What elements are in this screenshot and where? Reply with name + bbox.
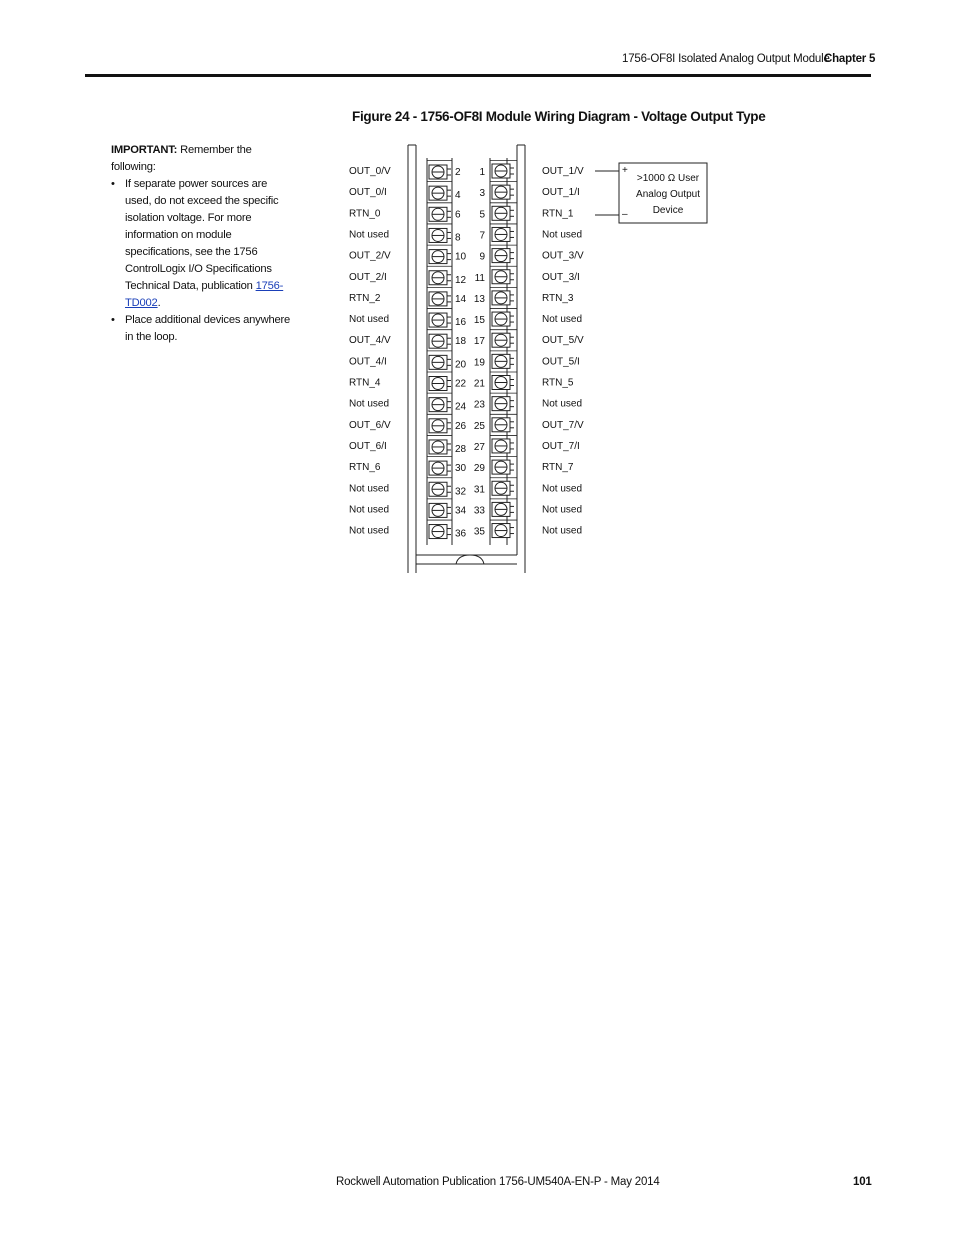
- right-terminal-cell: [492, 249, 510, 263]
- terminal-label-left: Not used: [349, 504, 390, 516]
- left-screw-icon: [432, 441, 444, 453]
- header-rule: [85, 74, 871, 77]
- pin-number-right: 29: [473, 463, 485, 475]
- right-screw-icon: [495, 313, 507, 325]
- right-terminal-cell: [492, 164, 510, 178]
- right-screw-icon: [495, 165, 507, 177]
- left-terminal-cell: [429, 419, 447, 433]
- pin-number-left: 30: [455, 463, 467, 475]
- terminal-label-right: OUT_3/I: [542, 271, 580, 283]
- device-label-line3: Device: [652, 205, 684, 216]
- left-terminal-cell: [429, 355, 447, 369]
- publication-link[interactable]: 1756-TD002: [125, 280, 284, 309]
- important-label: IMPORTANT:: [111, 144, 178, 156]
- terminal-label-right: RTN_5: [542, 377, 574, 389]
- right-terminal-cell: [492, 333, 510, 347]
- left-screw-icon: [432, 462, 444, 474]
- left-terminal-cell: [429, 377, 447, 391]
- right-terminal-cell: [492, 312, 510, 326]
- device-minus-sign: –: [622, 209, 628, 220]
- housing-latch: [456, 555, 484, 564]
- right-terminal-cell: [492, 227, 510, 241]
- terminal-label-right: Not used: [542, 525, 583, 537]
- terminal-label-left: RTN_2: [349, 292, 381, 304]
- left-terminal-cell: [429, 313, 447, 327]
- pin-number-left: 32: [455, 486, 467, 498]
- terminal-label-right: OUT_7/V: [542, 419, 584, 431]
- pin-number-left: 16: [455, 317, 467, 329]
- terminal-label-left: OUT_2/I: [349, 271, 387, 283]
- pin-number-left: 18: [455, 336, 467, 348]
- terminal-label-left: OUT_0/I: [349, 187, 387, 199]
- left-terminal-cell: [429, 165, 447, 179]
- left-terminal-cell: [429, 250, 447, 264]
- right-screw-icon: [495, 334, 507, 346]
- pin-number-left: 6: [455, 209, 461, 221]
- terminal-label-right: OUT_3/V: [542, 250, 584, 262]
- important-list: [111, 176, 291, 346]
- terminal-label-left: OUT_6/I: [349, 440, 387, 452]
- terminal-label-left: OUT_4/V: [349, 335, 391, 347]
- left-screw-icon: [432, 208, 444, 220]
- important-heading: [111, 142, 291, 176]
- right-terminal-cell: [492, 354, 510, 368]
- bullet-text: Place additional devices anywhere in the loop.: [125, 314, 291, 343]
- left-terminal-cell: [429, 271, 447, 285]
- left-screw-icon: [432, 483, 444, 495]
- terminal-label-left: RTN_0: [349, 208, 381, 220]
- left-screw-icon: [432, 272, 444, 284]
- terminal-block: [408, 145, 707, 573]
- pin-number-right: 27: [473, 441, 485, 453]
- right-terminal-cell: [492, 460, 510, 474]
- right-terminal-cell: [492, 185, 510, 199]
- pin-number-left: 14: [455, 293, 467, 305]
- list-item: [111, 176, 291, 312]
- pin-number-left: 12: [455, 274, 467, 286]
- right-screw-icon: [495, 525, 507, 537]
- right-terminal-cell: [492, 291, 510, 305]
- bullet-end: .: [157, 297, 161, 309]
- terminal-label-right: RTN_1: [542, 208, 574, 220]
- terminal-label-left: RTN_6: [349, 462, 381, 474]
- pin-number-left: 2: [455, 167, 461, 178]
- pin-number-left: 8: [455, 232, 461, 244]
- terminal-label-right: Not used: [542, 398, 583, 410]
- left-screw-icon: [432, 399, 444, 411]
- device-label-line2: Analog Output: [636, 189, 700, 200]
- left-screw-icon: [432, 293, 444, 305]
- pin-number-right: 17: [473, 336, 485, 348]
- left-terminal-cell: [429, 503, 447, 517]
- terminal-label-right: OUT_1/I: [542, 187, 580, 199]
- right-screw-icon: [495, 228, 507, 240]
- pin-number-left: 34: [455, 505, 467, 517]
- pin-number-right: 9: [479, 251, 485, 263]
- right-terminal-cell: [492, 397, 510, 411]
- left-terminal-cell: [429, 461, 447, 475]
- footer-publication: Rockwell Automation Publication 1756-UM540A-EN-P - May 2014: [336, 1176, 660, 1188]
- pin-number-right: 21: [473, 378, 485, 390]
- pin-number-right: 31: [473, 484, 485, 496]
- left-terminal-cell: [429, 440, 447, 454]
- left-screw-icon: [432, 420, 444, 432]
- terminal-label-left: Not used: [349, 229, 390, 241]
- important-note: [111, 142, 291, 346]
- terminal-label-right: Not used: [542, 314, 583, 326]
- left-screw-icon: [432, 314, 444, 326]
- left-screw-icon: [432, 356, 444, 368]
- device-box: [619, 163, 707, 223]
- list-item: [111, 312, 291, 346]
- pin-number-right: 25: [473, 420, 485, 432]
- device-plus-sign: +: [622, 165, 628, 176]
- right-terminal-cell: [492, 270, 510, 284]
- pin-number-left: 22: [455, 378, 467, 390]
- left-terminal-cell: [429, 292, 447, 306]
- pin-number-left: 26: [455, 420, 467, 432]
- terminal-label-left: OUT_2/V: [349, 250, 391, 262]
- right-screw-icon: [495, 207, 507, 219]
- pin-number-right: 35: [473, 526, 485, 538]
- pin-number-left: 28: [455, 443, 467, 455]
- right-terminal-cell: [492, 376, 510, 390]
- right-screw-icon: [495, 440, 507, 452]
- left-terminal-cell: [429, 482, 447, 496]
- right-screw-icon: [495, 355, 507, 367]
- terminal-label-right: Not used: [542, 483, 583, 495]
- terminal-label-right: OUT_5/V: [542, 335, 584, 347]
- left-terminal-cell: [429, 334, 447, 348]
- left-screw-icon: [432, 251, 444, 263]
- figure-title: Figure 24 - 1756-OF8I Module Wiring Diagram - Voltage Output Type: [352, 109, 766, 124]
- right-screw-icon: [495, 292, 507, 304]
- pin-number-left: 4: [455, 190, 461, 202]
- right-terminal-cell: [492, 206, 510, 220]
- terminal-label-left: Not used: [349, 314, 390, 326]
- left-screw-icon: [432, 378, 444, 390]
- right-screw-icon: [495, 250, 507, 262]
- terminal-label-left: Not used: [349, 398, 390, 410]
- pin-number-right: 1: [479, 167, 485, 178]
- left-terminal-cell: [429, 228, 447, 242]
- terminal-label-left: OUT_4/I: [349, 356, 387, 368]
- right-terminal-cell: [492, 524, 510, 538]
- left-screw-icon: [432, 166, 444, 178]
- right-screw-icon: [495, 377, 507, 389]
- left-screw-icon: [432, 504, 444, 516]
- terminal-label-left: OUT_6/V: [349, 419, 391, 431]
- terminal-label-right: OUT_7/I: [542, 440, 580, 452]
- terminal-label-right: RTN_7: [542, 462, 574, 474]
- right-terminal-cell: [492, 502, 510, 516]
- pin-number-right: 19: [473, 357, 485, 369]
- bullet-text: If separate power sources are used, do not exceed the specific isolation voltage. For more information on module specifications, see the 1756 ControlLogix I/O Specifications Technical Data, publication: [125, 178, 279, 292]
- left-screw-icon: [432, 229, 444, 241]
- terminal-label-left: RTN_4: [349, 377, 381, 389]
- important-intro: Remember the following:: [111, 144, 252, 173]
- left-terminal-cell: [429, 186, 447, 200]
- left-terminal-cell: [429, 525, 447, 539]
- right-terminal-cell: [492, 481, 510, 495]
- right-terminal-cell: [492, 439, 510, 453]
- pin-number-right: 11: [474, 272, 485, 284]
- pin-number-left: 36: [455, 528, 467, 540]
- terminal-label-right: RTN_3: [542, 292, 574, 304]
- right-screw-icon: [495, 271, 507, 283]
- terminal-label-right: Not used: [542, 229, 583, 241]
- pin-number-right: 7: [479, 230, 485, 242]
- pin-number-right: 3: [479, 188, 485, 200]
- left-screw-icon: [432, 187, 444, 199]
- running-header-title: 1756-OF8I Isolated Analog Output Module: [622, 53, 830, 65]
- right-terminal-cell: [492, 418, 510, 432]
- pin-number-left: 10: [455, 251, 467, 263]
- terminal-label-left: Not used: [349, 525, 390, 537]
- right-screw-icon: [495, 482, 507, 494]
- left-terminal-cell: [429, 207, 447, 221]
- right-screw-icon: [495, 503, 507, 515]
- pin-number-right: 5: [479, 209, 485, 221]
- pin-number-right: 15: [473, 315, 485, 327]
- pin-number-right: 23: [473, 399, 485, 411]
- right-screw-icon: [495, 398, 507, 410]
- pin-number-left: 24: [455, 401, 467, 413]
- terminal-label-right: Not used: [542, 504, 583, 516]
- terminal-label-right: OUT_5/I: [542, 356, 580, 368]
- running-header-chapter: Chapter 5: [824, 53, 876, 65]
- device-label-line1: >1000 Ω User: [636, 173, 700, 184]
- terminal-label-left: Not used: [349, 483, 390, 495]
- terminal-label-right: OUT_1/V: [542, 166, 584, 177]
- terminal-label-left: OUT_0/V: [349, 166, 391, 177]
- pin-number-right: 13: [473, 293, 485, 305]
- pin-number-left: 20: [455, 359, 467, 371]
- left-screw-icon: [432, 526, 444, 538]
- right-screw-icon: [495, 186, 507, 198]
- left-screw-icon: [432, 335, 444, 347]
- right-screw-icon: [495, 419, 507, 431]
- right-screw-icon: [495, 461, 507, 473]
- pin-number-right: 33: [473, 505, 485, 517]
- footer-page-number: 101: [853, 1176, 872, 1188]
- left-terminal-cell: [429, 398, 447, 412]
